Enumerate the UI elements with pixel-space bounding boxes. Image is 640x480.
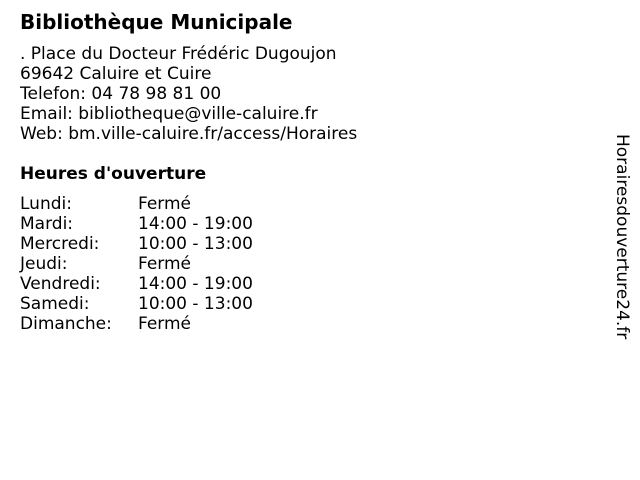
day-label: Samedi: bbox=[20, 294, 90, 314]
day-hours: Fermé bbox=[138, 314, 192, 334]
library-name: Bibliothèque Municipale bbox=[20, 10, 293, 34]
city-line: 69642 Caluire et Cuire bbox=[20, 64, 212, 84]
street-address: . Place du Docteur Frédéric Dugoujon bbox=[20, 44, 337, 64]
day-hours: 10:00 - 13:00 bbox=[138, 234, 253, 254]
day-hours: Fermé bbox=[138, 194, 192, 214]
day-hours: 14:00 - 19:00 bbox=[138, 214, 253, 234]
day-label: Lundi: bbox=[20, 194, 72, 214]
day-label: Jeudi: bbox=[20, 254, 68, 274]
watermark-text: Horairesdouverture24.fr bbox=[612, 134, 632, 340]
day-label: Mardi: bbox=[20, 214, 74, 234]
day-label: Mercredi: bbox=[20, 234, 100, 254]
phone-line: Telefon: 04 78 98 81 00 bbox=[20, 84, 222, 104]
day-label: Vendredi: bbox=[20, 274, 101, 294]
opening-hours-heading: Heures d'ouverture bbox=[20, 164, 207, 184]
day-label: Dimanche: bbox=[20, 314, 112, 334]
contact-block bbox=[20, 44, 357, 144]
site-watermark bbox=[612, 134, 632, 374]
day-hours: 10:00 - 13:00 bbox=[138, 294, 253, 314]
day-hours: Fermé bbox=[138, 254, 192, 274]
day-hours: 14:00 - 19:00 bbox=[138, 274, 253, 294]
web-line: Web: bm.ville-caluire.fr/access/Horaires bbox=[20, 124, 358, 144]
email-line: Email: bibliotheque@ville-caluire.fr bbox=[20, 104, 318, 124]
